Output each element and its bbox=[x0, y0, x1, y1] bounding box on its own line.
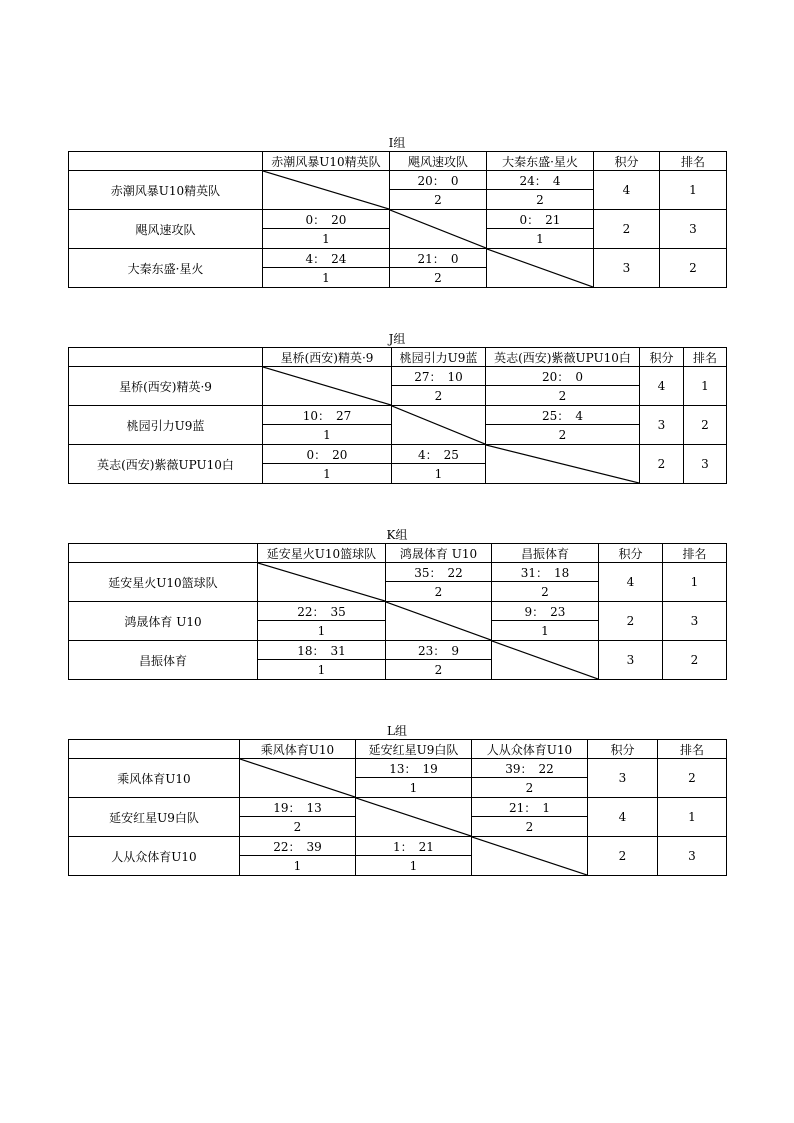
score-away: 10 bbox=[447, 369, 463, 384]
team-rank: 1 bbox=[660, 171, 727, 210]
rank-header: 排名 bbox=[658, 740, 727, 759]
diagonal-cell bbox=[263, 367, 392, 406]
group-block bbox=[68, 527, 726, 680]
corner-cell bbox=[69, 740, 240, 759]
group-title: L组 bbox=[387, 724, 407, 738]
match-score bbox=[356, 759, 472, 778]
header-row bbox=[69, 152, 727, 171]
team-rank: 1 bbox=[658, 798, 727, 837]
row-header-team: 星桥(西安)精英·9 bbox=[69, 367, 263, 406]
team-points: 4 bbox=[588, 798, 658, 837]
match-score bbox=[472, 798, 588, 817]
row-header-team: 飓风速攻队 bbox=[69, 210, 263, 249]
diagonal-cell bbox=[390, 210, 487, 249]
standings-table bbox=[68, 347, 727, 484]
match-score bbox=[392, 445, 486, 464]
row-header-team: 延安红星U9白队 bbox=[69, 798, 240, 837]
diagonal-cell bbox=[258, 563, 386, 602]
match-score bbox=[486, 367, 640, 386]
column-header-team: 延安星火U10篮球队 bbox=[258, 544, 386, 563]
diagonal-cell bbox=[240, 759, 356, 798]
score-home: 18： bbox=[297, 643, 325, 658]
column-header-team: 大秦东盛·星火 bbox=[487, 152, 594, 171]
team-rank: 1 bbox=[663, 563, 727, 602]
team-rank: 2 bbox=[660, 249, 727, 288]
score-home: 19： bbox=[273, 800, 301, 815]
match-points: 1 bbox=[263, 425, 392, 445]
team-points: 3 bbox=[588, 759, 658, 798]
row-header-team: 人从众体育U10 bbox=[69, 837, 240, 876]
match-score bbox=[356, 837, 472, 856]
score-home: 31： bbox=[520, 565, 548, 580]
match-points: 1 bbox=[240, 856, 356, 876]
score-home: 22： bbox=[273, 839, 301, 854]
column-header-team: 乘风体育U10 bbox=[240, 740, 356, 759]
score-away: 39 bbox=[306, 839, 322, 854]
score-away: 19 bbox=[422, 761, 438, 776]
score-away: 35 bbox=[330, 604, 346, 619]
match-points: 1 bbox=[258, 621, 386, 641]
group-block bbox=[68, 331, 726, 484]
row-header-team: 昌振体育 bbox=[69, 641, 258, 680]
match-points: 2 bbox=[390, 190, 487, 210]
match-points: 2 bbox=[240, 817, 356, 837]
column-header-team: 人从众体育U10 bbox=[472, 740, 588, 759]
team-points: 2 bbox=[594, 210, 660, 249]
match-points: 2 bbox=[486, 386, 640, 406]
team-row bbox=[69, 249, 727, 268]
score-home: 9： bbox=[524, 604, 545, 619]
column-header-team: 延安红星U9白队 bbox=[356, 740, 472, 759]
points-header: 积分 bbox=[588, 740, 658, 759]
team-rank: 3 bbox=[663, 602, 727, 641]
column-header-team: 赤潮风暴U10精英队 bbox=[263, 152, 390, 171]
score-away: 0 bbox=[450, 251, 459, 266]
match-points: 1 bbox=[356, 778, 472, 798]
team-rank: 2 bbox=[663, 641, 727, 680]
match-points: 1 bbox=[263, 464, 392, 484]
match-points: 2 bbox=[487, 190, 594, 210]
score-away: 0 bbox=[450, 173, 459, 188]
match-points: 2 bbox=[472, 778, 588, 798]
score-away: 4 bbox=[575, 408, 583, 423]
match-score bbox=[263, 445, 392, 464]
match-score bbox=[390, 171, 487, 190]
match-points: 2 bbox=[392, 386, 486, 406]
match-score bbox=[263, 406, 392, 425]
column-header-team: 星桥(西安)精英·9 bbox=[263, 348, 392, 367]
match-points: 2 bbox=[492, 582, 599, 602]
match-score bbox=[263, 210, 390, 229]
match-score bbox=[487, 171, 594, 190]
diagonal-cell bbox=[386, 602, 492, 641]
score-home: 21： bbox=[509, 800, 537, 815]
match-points: 2 bbox=[386, 660, 492, 680]
diagonal-cell bbox=[392, 406, 486, 445]
score-away: 22 bbox=[538, 761, 554, 776]
match-score bbox=[258, 602, 386, 621]
group-block bbox=[68, 723, 726, 876]
corner-cell bbox=[69, 544, 258, 563]
match-score bbox=[386, 563, 492, 582]
score-away: 20 bbox=[332, 447, 348, 462]
score-away: 13 bbox=[306, 800, 322, 815]
team-points: 2 bbox=[599, 602, 663, 641]
match-points: 1 bbox=[356, 856, 472, 876]
score-away: 21 bbox=[418, 839, 434, 854]
corner-cell bbox=[69, 348, 263, 367]
score-away: 21 bbox=[545, 212, 561, 227]
group-title: J组 bbox=[388, 332, 406, 346]
team-row bbox=[69, 210, 727, 229]
score-away: 24 bbox=[331, 251, 347, 266]
column-header-team: 昌振体育 bbox=[492, 544, 599, 563]
match-score bbox=[492, 563, 599, 582]
score-home: 35： bbox=[414, 565, 442, 580]
match-score bbox=[240, 837, 356, 856]
points-header: 积分 bbox=[599, 544, 663, 563]
rank-header: 排名 bbox=[660, 152, 727, 171]
match-points: 2 bbox=[486, 425, 640, 445]
score-home: 39： bbox=[505, 761, 533, 776]
match-score bbox=[392, 367, 486, 386]
team-rank: 2 bbox=[658, 759, 727, 798]
score-away: 4 bbox=[552, 173, 561, 188]
points-header: 积分 bbox=[640, 348, 684, 367]
group-block bbox=[68, 135, 726, 288]
score-home: 22： bbox=[297, 604, 325, 619]
match-score bbox=[386, 641, 492, 660]
rank-header: 排名 bbox=[684, 348, 727, 367]
score-away: 31 bbox=[330, 643, 346, 658]
score-home: 25： bbox=[542, 408, 570, 423]
score-away: 1 bbox=[542, 800, 550, 815]
header-row bbox=[69, 348, 727, 367]
team-row bbox=[69, 445, 727, 464]
score-home: 4： bbox=[418, 447, 438, 462]
column-header-team: 英志(西安)紫薇UPU10白 bbox=[486, 348, 640, 367]
row-header-team: 鸿晟体育 U10 bbox=[69, 602, 258, 641]
score-home: 4： bbox=[305, 251, 326, 266]
score-away: 23 bbox=[550, 604, 566, 619]
match-points: 2 bbox=[472, 817, 588, 837]
score-home: 20： bbox=[542, 369, 570, 384]
column-header-team: 桃园引力U9蓝 bbox=[392, 348, 486, 367]
team-row bbox=[69, 367, 727, 386]
match-score bbox=[390, 249, 487, 268]
corner-cell bbox=[69, 152, 263, 171]
score-home: 21： bbox=[417, 251, 445, 266]
diagonal-cell bbox=[263, 171, 390, 210]
team-points: 4 bbox=[594, 171, 660, 210]
score-away: 25 bbox=[443, 447, 459, 462]
header-row bbox=[69, 740, 727, 759]
score-home: 0： bbox=[305, 212, 326, 227]
header-row bbox=[69, 544, 727, 563]
team-row bbox=[69, 759, 727, 778]
row-header-team: 延安星火U10篮球队 bbox=[69, 563, 258, 602]
score-home: 0： bbox=[519, 212, 540, 227]
match-points: 1 bbox=[258, 660, 386, 680]
team-points: 4 bbox=[640, 367, 684, 406]
score-home: 23： bbox=[418, 643, 446, 658]
row-header-team: 赤潮风暴U10精英队 bbox=[69, 171, 263, 210]
group-title: I组 bbox=[388, 136, 406, 150]
team-row bbox=[69, 837, 727, 856]
score-home: 10： bbox=[302, 408, 330, 423]
column-header-team: 鸿晟体育 U10 bbox=[386, 544, 492, 563]
match-points: 1 bbox=[263, 268, 390, 288]
match-points: 1 bbox=[392, 464, 486, 484]
row-header-team: 乘风体育U10 bbox=[69, 759, 240, 798]
score-away: 0 bbox=[575, 369, 583, 384]
team-rank: 2 bbox=[684, 406, 727, 445]
standings-table bbox=[68, 543, 727, 680]
team-points: 2 bbox=[640, 445, 684, 484]
row-header-team: 桃园引力U9蓝 bbox=[69, 406, 263, 445]
match-points: 2 bbox=[390, 268, 487, 288]
team-points: 3 bbox=[599, 641, 663, 680]
row-header-team: 大秦东盛·星火 bbox=[69, 249, 263, 288]
score-away: 20 bbox=[331, 212, 347, 227]
diagonal-cell bbox=[356, 798, 472, 837]
score-home: 13： bbox=[389, 761, 417, 776]
score-home: 24： bbox=[519, 173, 547, 188]
standings-table bbox=[68, 151, 727, 288]
team-row bbox=[69, 798, 727, 817]
match-points: 2 bbox=[386, 582, 492, 602]
team-row bbox=[69, 563, 727, 582]
team-row bbox=[69, 171, 727, 190]
diagonal-cell bbox=[486, 445, 640, 484]
team-points: 4 bbox=[599, 563, 663, 602]
diagonal-cell bbox=[492, 641, 599, 680]
match-score bbox=[492, 602, 599, 621]
score-away: 9 bbox=[451, 643, 459, 658]
score-home: 27： bbox=[414, 369, 442, 384]
team-points: 2 bbox=[588, 837, 658, 876]
team-row bbox=[69, 602, 727, 621]
score-away: 18 bbox=[554, 565, 570, 580]
match-score bbox=[263, 249, 390, 268]
team-row bbox=[69, 641, 727, 660]
rank-header: 排名 bbox=[663, 544, 727, 563]
team-points: 3 bbox=[640, 406, 684, 445]
match-score bbox=[240, 798, 356, 817]
row-header-team: 英志(西安)紫薇UPU10白 bbox=[69, 445, 263, 484]
score-away: 22 bbox=[447, 565, 463, 580]
score-away: 27 bbox=[336, 408, 352, 423]
group-title: K组 bbox=[386, 528, 408, 542]
team-rank: 3 bbox=[684, 445, 727, 484]
column-header-team: 飓风速攻队 bbox=[390, 152, 487, 171]
points-header: 积分 bbox=[594, 152, 660, 171]
match-points: 1 bbox=[487, 229, 594, 249]
diagonal-cell bbox=[472, 837, 588, 876]
team-points: 3 bbox=[594, 249, 660, 288]
team-rank: 3 bbox=[660, 210, 727, 249]
team-rank: 3 bbox=[658, 837, 727, 876]
team-row bbox=[69, 406, 727, 425]
diagonal-cell bbox=[487, 249, 594, 288]
standings-table bbox=[68, 739, 727, 876]
team-rank: 1 bbox=[684, 367, 727, 406]
match-points: 1 bbox=[263, 229, 390, 249]
score-home: 1： bbox=[393, 839, 413, 854]
match-score bbox=[258, 641, 386, 660]
score-home: 0： bbox=[306, 447, 327, 462]
match-score bbox=[486, 406, 640, 425]
match-score bbox=[472, 759, 588, 778]
match-score bbox=[487, 210, 594, 229]
match-points: 1 bbox=[492, 621, 599, 641]
score-home: 20： bbox=[417, 173, 445, 188]
